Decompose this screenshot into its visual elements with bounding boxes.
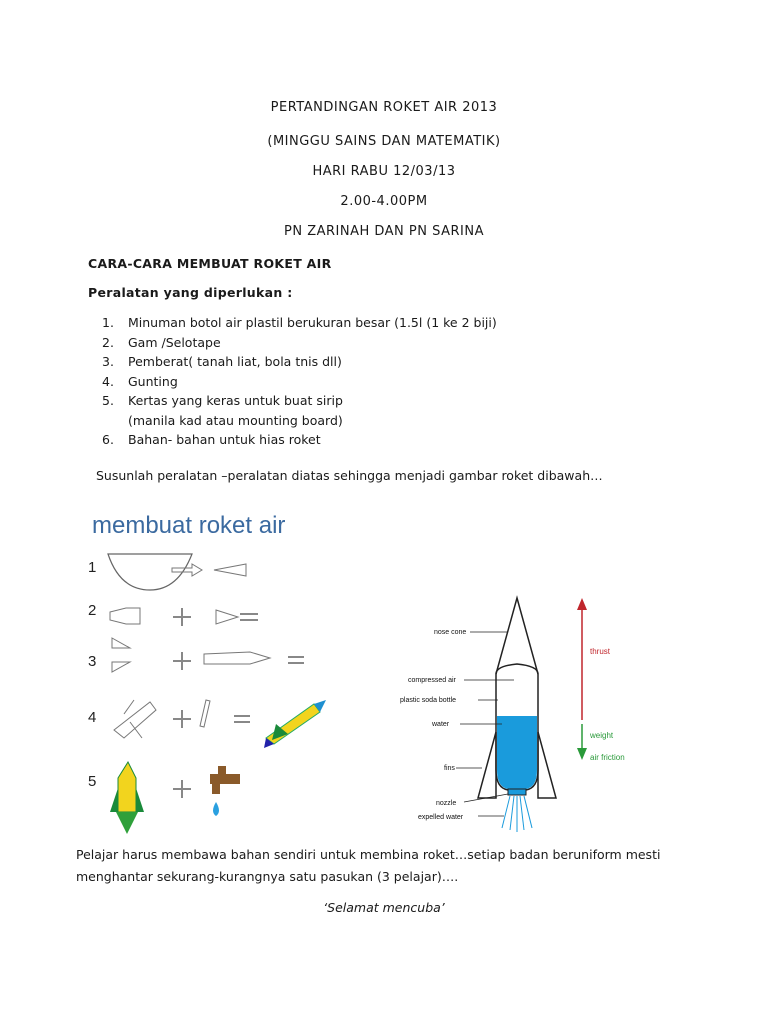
- nose-cone-shape: [496, 598, 538, 674]
- label-nose-cone: nose cone: [434, 629, 467, 636]
- header-line-4: 2.00-4.00PM: [340, 194, 428, 209]
- nozzle-shape: [508, 789, 526, 795]
- rocket-diagram: [390, 592, 660, 834]
- water-fill: [497, 716, 537, 789]
- label-bottle: plastic soda bottle: [400, 697, 457, 704]
- list-item: [102, 352, 497, 372]
- list-item: [102, 430, 497, 450]
- label-air-friction: air friction: [590, 753, 625, 762]
- item-text: Gam /Selotape: [128, 334, 221, 350]
- item-number: 2.: [102, 334, 114, 350]
- thrust-arrow: [577, 598, 587, 720]
- step-number: 3: [88, 653, 97, 670]
- equals-icon: [288, 657, 304, 663]
- fins-icon: [112, 638, 130, 672]
- step-number: 4: [88, 709, 97, 726]
- expelled-water-spray: [502, 796, 532, 832]
- header-line-3: HARI RABU 12/03/13: [312, 164, 456, 179]
- item-text: Gunting: [128, 373, 178, 389]
- pencil-icon: [200, 700, 210, 727]
- step-number: 1: [88, 559, 97, 576]
- item-number: 4.: [102, 373, 114, 389]
- cone-icon: [216, 610, 238, 624]
- step-number: 5: [88, 773, 97, 790]
- bottle-icon: [110, 608, 140, 624]
- tools-list: [102, 313, 497, 450]
- item-number: 6.: [102, 432, 114, 447]
- header-line-2: (MINGGU SAINS DAN MATEMATIK): [267, 134, 501, 149]
- closing-line-2: menghantar sekurang-kurangnya satu pasukan (3 pelajar)….: [76, 869, 459, 884]
- rocket-drawing: [390, 592, 660, 834]
- decorated-rocket-icon: [110, 762, 144, 834]
- label-nozzle: nozzle: [436, 800, 457, 807]
- cone-icon: [214, 564, 246, 576]
- item-number: 1.: [102, 315, 114, 330]
- header-line-1: PERTANDINGAN ROKET AIR 2013: [270, 100, 498, 115]
- tools-heading: Peralatan yang diperlukan :: [88, 285, 293, 300]
- item-text: (manila kad atau mounting board): [128, 412, 343, 428]
- equals-icon: [234, 716, 250, 722]
- steps-drawing: [78, 512, 330, 842]
- sign-off: ‘Selamat mencuba’: [323, 900, 445, 915]
- label-fins: fins: [444, 765, 455, 772]
- item-text: Kertas yang keras untuk buat sirip: [128, 393, 343, 408]
- item-text: Bahan- bahan untuk hias roket: [128, 432, 321, 447]
- list-item: [102, 391, 497, 411]
- list-item: [102, 333, 497, 353]
- instruction-text: Susunlah peralatan –peralatan diatas sehingga menjadi gambar roket dibawah…: [96, 468, 603, 483]
- label-weight: weight: [590, 731, 614, 740]
- label-water: water: [432, 721, 450, 728]
- closing-line-1: Pelajar harus membawa bahan sendiri untuk membina roket…setiap badan beruniform mesti: [76, 847, 661, 862]
- equals-icon: [240, 614, 258, 620]
- label-thrust: thrust: [590, 647, 611, 656]
- steps-figure: [78, 512, 330, 842]
- faucet-icon: [210, 766, 240, 816]
- section-title: CARA-CARA MEMBUAT ROKET AIR: [88, 256, 332, 271]
- header-line-5: PN ZARINAH DAN PN SARINA: [284, 224, 484, 239]
- list-item: [102, 372, 497, 392]
- decorated-rocket-icon: [264, 700, 326, 748]
- plus-icon: [173, 608, 191, 626]
- item-text: Pemberat( tanah liat, bola tnis dll): [128, 354, 342, 369]
- label-expelled-water: expelled water: [418, 814, 464, 821]
- rocket-body-icon: [204, 652, 270, 664]
- plus-icon: [173, 710, 191, 728]
- steps-figure-title: membuat roket air: [92, 512, 286, 539]
- plus-icon: [173, 780, 191, 798]
- weight-arrow: [577, 724, 587, 760]
- list-item: [102, 313, 497, 333]
- list-item: [102, 411, 497, 431]
- rocket-sketch-icon: [114, 700, 156, 738]
- item-number: 3.: [102, 354, 114, 369]
- item-number: 5.: [102, 393, 114, 408]
- item-number: [102, 411, 128, 431]
- label-compressed-air: compressed air: [408, 677, 456, 684]
- plus-icon: [173, 652, 191, 670]
- item-text: Minuman botol air plastil berukuran besar (1.5l (1 ke 2 biji): [128, 315, 497, 330]
- step-number: 2: [88, 602, 97, 619]
